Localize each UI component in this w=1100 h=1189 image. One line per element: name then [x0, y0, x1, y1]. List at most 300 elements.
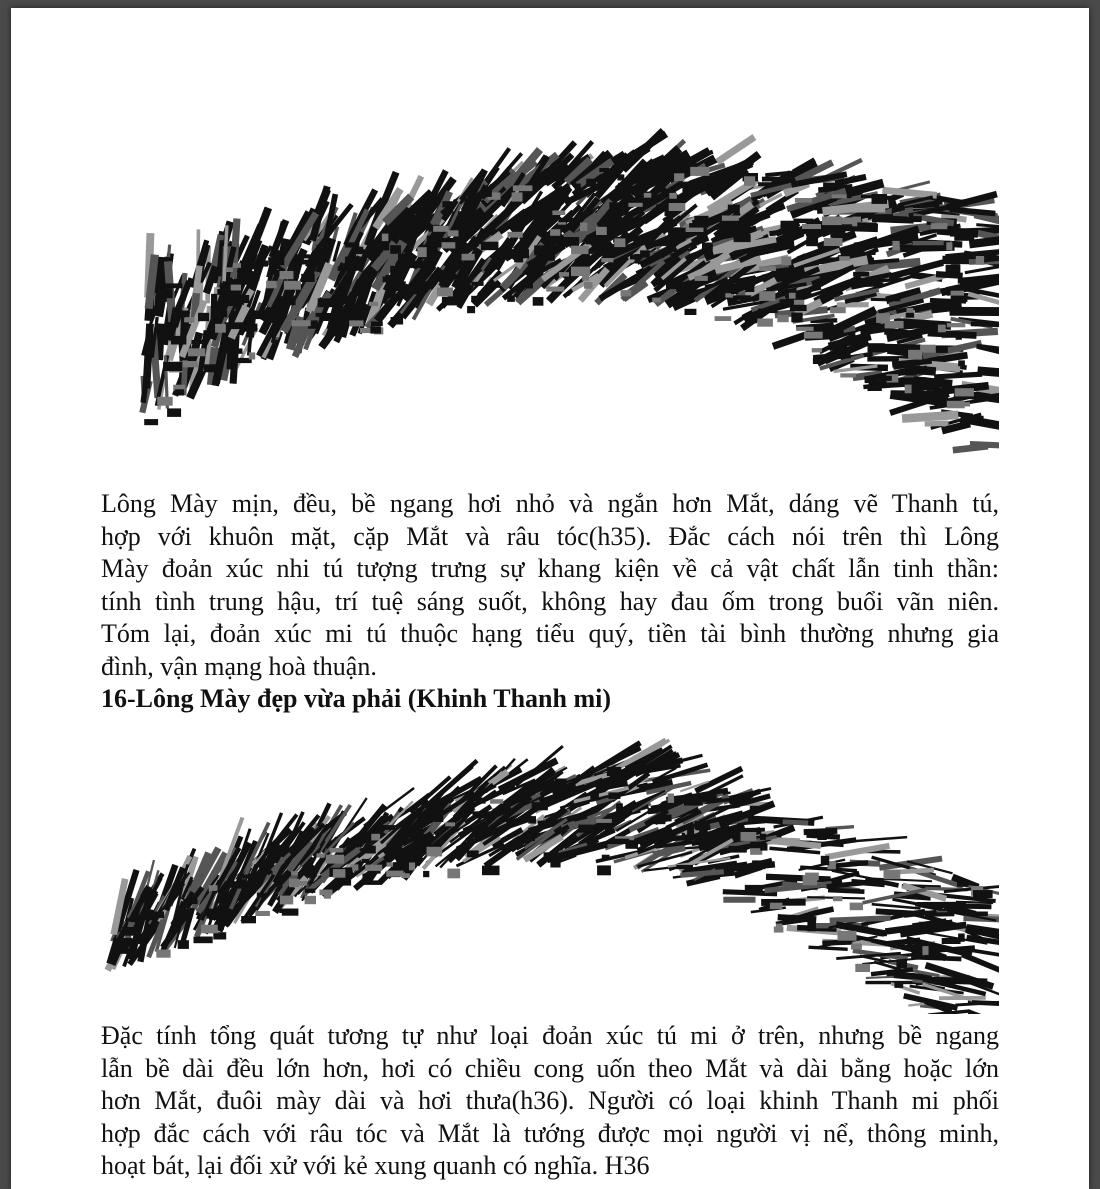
text-line: Đặc tính tổng quát tương tự như loại đoản xúc tú mi ở trên, nhưng bề ngang	[101, 1021, 999, 1050]
pixel-block	[215, 324, 226, 333]
pixel-block	[188, 348, 205, 356]
pixel-block	[598, 181, 609, 188]
pixel-block	[563, 237, 579, 246]
pixel-block	[596, 227, 607, 235]
pixel-block	[907, 308, 914, 313]
pixel-block	[817, 832, 826, 841]
pixel-block	[584, 282, 593, 289]
hair-stroke	[890, 974, 928, 978]
pixel-block	[635, 254, 641, 264]
pixel-block	[218, 913, 225, 917]
pixel-block	[892, 241, 899, 250]
hair-stroke	[982, 371, 999, 373]
hair-stroke	[856, 837, 906, 841]
pixel-block	[884, 870, 901, 879]
pixel-block	[512, 192, 523, 201]
pixel-block	[238, 879, 247, 888]
text-line: lẫn bề dài đều lớn hơn, hơi có chiều cong uốn theo Mắt và dài bằng hoặc lớn	[101, 1053, 999, 1083]
hair-stroke	[966, 267, 999, 273]
pixel-block	[447, 869, 460, 879]
pixel-block	[559, 218, 578, 223]
pixel-block	[316, 313, 328, 317]
pixel-block	[597, 865, 611, 875]
eyebrow-hair-strokes	[143, 134, 999, 450]
pixel-block	[740, 279, 748, 286]
pixel-block	[813, 358, 821, 364]
hair-stroke	[895, 361, 929, 364]
pixel-block	[221, 297, 238, 307]
pixel-block	[279, 297, 296, 306]
pixel-block	[489, 283, 501, 288]
pixel-block	[218, 921, 224, 930]
pixel-block	[534, 245, 550, 255]
pixel-block	[842, 217, 857, 224]
pixel-block	[137, 934, 146, 940]
pixel-block	[669, 193, 677, 199]
pixel-block	[507, 295, 515, 302]
pixel-block	[958, 934, 965, 942]
hair-stroke	[904, 247, 951, 248]
pixel-block	[370, 326, 381, 333]
pixel-block	[254, 311, 269, 319]
pixel-block	[338, 289, 347, 295]
pixel-block	[575, 184, 581, 190]
pixel-block	[741, 832, 757, 841]
pixel-block	[508, 232, 523, 238]
pixel-block	[935, 375, 943, 381]
pixel-block	[958, 360, 965, 366]
hair-stroke	[946, 425, 967, 430]
pixel-block	[968, 416, 984, 422]
pixel-block	[687, 827, 694, 836]
pixel-block	[729, 846, 747, 853]
pixel-block	[946, 242, 952, 250]
pixel-block	[305, 889, 315, 893]
pixel-block	[578, 825, 594, 833]
pixel-block	[493, 809, 501, 816]
hair-stroke	[937, 374, 980, 377]
pixel-block	[746, 315, 757, 323]
hair-stroke	[830, 890, 862, 892]
pixel-block	[602, 855, 610, 860]
hair-stroke	[810, 947, 846, 949]
pixel-block	[762, 177, 780, 182]
hair-stroke	[932, 300, 964, 301]
pixel-block	[217, 289, 230, 295]
hair-stroke	[974, 238, 1000, 244]
hair-stroke	[249, 336, 251, 354]
pixel-block	[186, 317, 195, 322]
pixel-block	[404, 828, 423, 837]
pixel-block	[954, 234, 974, 241]
pixel-block	[802, 224, 821, 229]
pixel-block	[362, 859, 370, 863]
pixel-block	[113, 944, 129, 954]
pixel-block	[823, 183, 842, 189]
pixel-block	[878, 930, 887, 936]
pixel-block	[898, 370, 917, 375]
section-heading: 16-Lông Mày đẹp vừa phải (Khinh Thanh mi)	[101, 684, 611, 713]
pixel-block	[857, 222, 876, 231]
pixel-block	[652, 298, 661, 303]
pixel-block	[473, 811, 493, 818]
pixel-block	[601, 258, 613, 262]
pixel-block	[268, 257, 284, 265]
pixel-block	[936, 347, 948, 353]
pixel-block	[777, 315, 788, 322]
pixel-block	[324, 893, 331, 899]
eyebrow-drawing-h36	[103, 714, 999, 1014]
pixel-block	[178, 940, 189, 949]
pixel-block	[550, 229, 560, 236]
hair-stroke	[213, 297, 214, 335]
pixel-block	[610, 839, 629, 844]
pixel-block	[418, 275, 426, 280]
eyebrow-hair-strokes	[109, 741, 999, 1014]
pixel-block	[731, 287, 738, 294]
pixel-block	[364, 880, 382, 885]
pixel-block	[386, 275, 401, 280]
pixel-block	[467, 306, 475, 313]
pixel-block	[471, 217, 481, 223]
pixel-block	[282, 909, 299, 916]
pixel-block	[830, 307, 846, 313]
pixel-block	[194, 937, 213, 944]
pixel-block	[484, 190, 492, 197]
pixel-block	[855, 964, 870, 972]
pixel-block	[371, 834, 380, 841]
pixel-block	[822, 216, 842, 225]
pixel-block	[231, 285, 241, 291]
text-line: hơn Mắt, đuôi mày dài và hơi thưa(h36). Người có loại khinh Thanh mi phối	[101, 1086, 999, 1115]
pixel-block	[851, 944, 862, 950]
pixel-block	[292, 320, 311, 326]
text-line: hợp đắc cách với râu tóc và Mắt là tướng được mọi người vị nể, thông minh,	[101, 1118, 999, 1148]
pixel-block	[476, 798, 486, 804]
pixel-block	[586, 179, 596, 187]
pixel-block	[824, 238, 843, 246]
pixel-block	[832, 287, 838, 295]
pixel-block	[398, 254, 414, 259]
pixel-block	[969, 912, 988, 917]
pixel-block	[405, 286, 422, 295]
pixel-block	[947, 323, 966, 327]
pixel-block	[417, 247, 426, 257]
pixel-block	[757, 319, 773, 327]
hair-stroke	[931, 333, 973, 335]
pixel-block	[513, 185, 533, 191]
text-line: Mày đoản xúc nhi tú tượng trưng sự khang kiện về cả vật chất lẫn tinh thần:	[101, 554, 999, 583]
pixel-block	[435, 816, 444, 822]
hair-stroke	[873, 904, 919, 908]
hair-stroke	[888, 332, 908, 334]
pixel-block	[745, 885, 763, 892]
hair-stroke	[900, 325, 931, 328]
pixel-block	[427, 847, 443, 857]
pixel-block	[695, 821, 710, 829]
pixel-block	[284, 281, 301, 290]
pixel-block	[230, 348, 242, 353]
pixel-block	[926, 385, 939, 391]
pixel-block	[942, 938, 961, 944]
hair-stroke	[952, 210, 992, 214]
pixel-block	[652, 820, 665, 825]
pixel-block	[609, 202, 622, 211]
pixel-block	[655, 242, 670, 246]
pixel-block	[913, 216, 922, 222]
pixel-block	[812, 348, 822, 352]
pixel-block	[255, 911, 270, 916]
pixel-block	[390, 245, 401, 254]
pixel-block	[758, 182, 773, 186]
pixel-block	[171, 336, 186, 345]
pixel-block	[382, 234, 389, 242]
pixel-block	[759, 266, 776, 271]
pixel-block	[410, 261, 429, 269]
pixel-block	[668, 794, 674, 803]
pixel-block	[958, 277, 970, 283]
hair-stroke	[927, 423, 945, 424]
pixel-block	[954, 402, 971, 406]
pixel-block	[752, 860, 765, 869]
pixel-block	[236, 295, 249, 303]
pixel-block	[580, 223, 587, 232]
pixel-block	[442, 297, 459, 306]
pixel-block	[703, 794, 716, 799]
hair-stroke	[720, 139, 751, 160]
pixel-block	[546, 287, 564, 292]
hair-stroke	[867, 977, 893, 978]
pixel-block	[621, 290, 632, 296]
pixel-block	[832, 194, 847, 198]
pixel-block	[734, 234, 751, 242]
hair-stroke	[876, 219, 911, 220]
pixel-block	[760, 834, 766, 840]
pixel-block	[795, 198, 812, 203]
pixel-block	[405, 215, 418, 225]
pixel-block	[218, 311, 228, 318]
pixel-block	[349, 320, 363, 326]
pixel-block	[550, 860, 560, 867]
pixel-block	[366, 846, 376, 854]
hair-stroke	[886, 191, 934, 196]
pixel-block	[122, 927, 136, 936]
pixel-block	[391, 317, 404, 325]
pixel-block	[908, 350, 922, 360]
pixel-block	[467, 850, 479, 857]
pixel-block	[722, 216, 739, 221]
pixel-block	[876, 376, 892, 381]
pixel-block	[524, 833, 535, 841]
text-line: Lông Mày mịn, đều, bề ngang hơi nhỏ và ngắn hơn Mắt, dáng vẽ Thanh tú,	[101, 489, 999, 518]
pixel-block	[226, 267, 233, 272]
pixel-block	[442, 242, 456, 248]
pixel-block	[330, 332, 342, 337]
pixel-block	[458, 211, 465, 219]
hair-stroke	[935, 307, 957, 310]
pixel-block	[876, 313, 890, 323]
hair-stroke	[973, 324, 999, 325]
pixel-block	[628, 203, 642, 207]
pixel-block	[694, 216, 708, 222]
pixel-block	[586, 235, 598, 244]
hair-stroke	[825, 942, 850, 943]
pixel-block	[957, 881, 969, 886]
pixel-block	[826, 329, 843, 336]
pixel-block	[803, 875, 818, 885]
hair-stroke	[956, 447, 985, 450]
hair-stroke	[927, 906, 989, 907]
pixel-block	[305, 896, 316, 904]
pixel-block	[640, 250, 650, 257]
pixel-block	[938, 325, 946, 333]
pixel-block	[330, 848, 344, 853]
pixel-block	[821, 856, 829, 865]
pixel-block	[607, 767, 622, 776]
pixel-block	[318, 298, 336, 307]
pixel-block	[471, 282, 483, 286]
pixel-block	[552, 211, 565, 216]
eyebrow-illustration-h36	[103, 714, 999, 1014]
pixel-block	[551, 784, 570, 791]
pixel-block	[955, 388, 974, 396]
pixel-block	[774, 203, 782, 210]
hair-stroke	[144, 376, 147, 400]
pixel-block	[733, 295, 752, 300]
pixel-block	[669, 203, 686, 211]
hair-stroke	[785, 822, 806, 823]
pixel-block	[791, 313, 802, 323]
pixel-block	[433, 226, 449, 232]
pixel-block	[774, 927, 784, 933]
pixel-block	[163, 362, 182, 371]
pixel-block	[257, 893, 267, 898]
pixel-block	[352, 247, 363, 255]
pixel-block	[167, 408, 181, 417]
pixel-block	[157, 397, 173, 406]
pixel-block	[175, 389, 184, 395]
pixel-block	[780, 299, 792, 304]
pixel-block	[144, 419, 158, 425]
pixel-block	[781, 221, 799, 229]
pixel-block	[201, 925, 218, 934]
pixel-block	[295, 254, 310, 258]
pixel-block	[291, 871, 298, 875]
pixel-block	[482, 866, 500, 876]
pixel-block	[682, 187, 700, 194]
pixel-block	[804, 332, 823, 339]
pixel-block	[616, 803, 623, 812]
pixel-block	[676, 865, 693, 869]
pixel-block	[192, 340, 205, 344]
pixel-block	[781, 257, 791, 266]
pixel-block	[750, 806, 761, 812]
pixel-block	[295, 260, 312, 265]
pixel-block	[345, 867, 352, 876]
pixel-block	[157, 288, 172, 298]
pixel-block	[347, 259, 358, 267]
pixel-block	[242, 875, 261, 879]
text-line: Tóm lại, đoản xúc mi tú thuộc hạng tiểu quý, tiền tài bình thường nhưng gia	[101, 619, 999, 648]
pixel-block	[442, 201, 452, 207]
pixel-block	[471, 296, 480, 302]
pixel-block	[614, 238, 625, 247]
pixel-block	[528, 816, 536, 824]
pixel-block	[695, 276, 708, 281]
pixel-block	[744, 176, 755, 186]
pixel-block	[906, 313, 914, 318]
pixel-block	[668, 228, 685, 236]
pixel-block	[338, 878, 351, 886]
pixel-block	[684, 799, 703, 806]
pixel-block	[608, 792, 620, 799]
pixel-block	[371, 321, 383, 326]
pixel-block	[538, 821, 550, 826]
pixel-block	[198, 313, 209, 321]
pixel-block	[942, 924, 949, 931]
pixel-block	[370, 243, 389, 251]
pixel-block	[599, 168, 609, 172]
pixel-block	[617, 174, 624, 180]
pixel-block	[951, 260, 960, 265]
pixel-block	[280, 271, 294, 279]
pixel-block	[363, 874, 372, 879]
pixel-block	[618, 183, 627, 191]
pixel-block	[872, 194, 888, 204]
pixel-block	[920, 345, 936, 353]
pixel-block	[770, 903, 783, 909]
pixel-block	[259, 261, 268, 267]
pixel-block	[390, 282, 404, 292]
pixel-block	[796, 327, 813, 331]
pixel-block	[240, 324, 258, 332]
pixel-block	[338, 267, 358, 271]
hair-stroke	[771, 848, 818, 852]
hair-stroke	[832, 918, 887, 920]
pixel-block	[156, 950, 170, 958]
pixel-block	[165, 283, 183, 288]
pixel-block	[365, 865, 382, 871]
text-line: đình, vận mạng hoà thuận.	[101, 651, 377, 681]
pixel-block	[462, 254, 475, 261]
pixel-block	[423, 871, 429, 877]
pixel-block	[840, 373, 856, 377]
pixel-block	[894, 983, 903, 988]
pixel-block	[644, 193, 652, 198]
hair-stroke	[906, 415, 954, 418]
document-page	[11, 8, 1089, 1189]
pixel-block	[233, 263, 241, 268]
hair-stroke	[149, 259, 154, 305]
text-line: tính tình trung hậu, trí tuệ sáng suốt, không hay đau ốm trong buổi vãn niên.	[101, 586, 999, 616]
pixel-block	[905, 385, 912, 394]
pixel-block	[656, 204, 664, 209]
pixel-block	[316, 853, 325, 857]
pixel-block	[640, 178, 649, 184]
pixel-block	[241, 916, 256, 923]
pixel-block	[249, 352, 255, 359]
pixel-block	[266, 281, 277, 289]
pixel-block	[778, 289, 789, 294]
pixel-block	[706, 250, 713, 258]
pixel-block	[715, 316, 732, 321]
pixel-block	[510, 249, 529, 258]
pixel-block	[853, 272, 869, 277]
hair-stroke	[836, 863, 866, 866]
pixel-block	[386, 871, 403, 877]
hair-stroke	[939, 274, 960, 275]
pixel-block	[976, 256, 984, 265]
